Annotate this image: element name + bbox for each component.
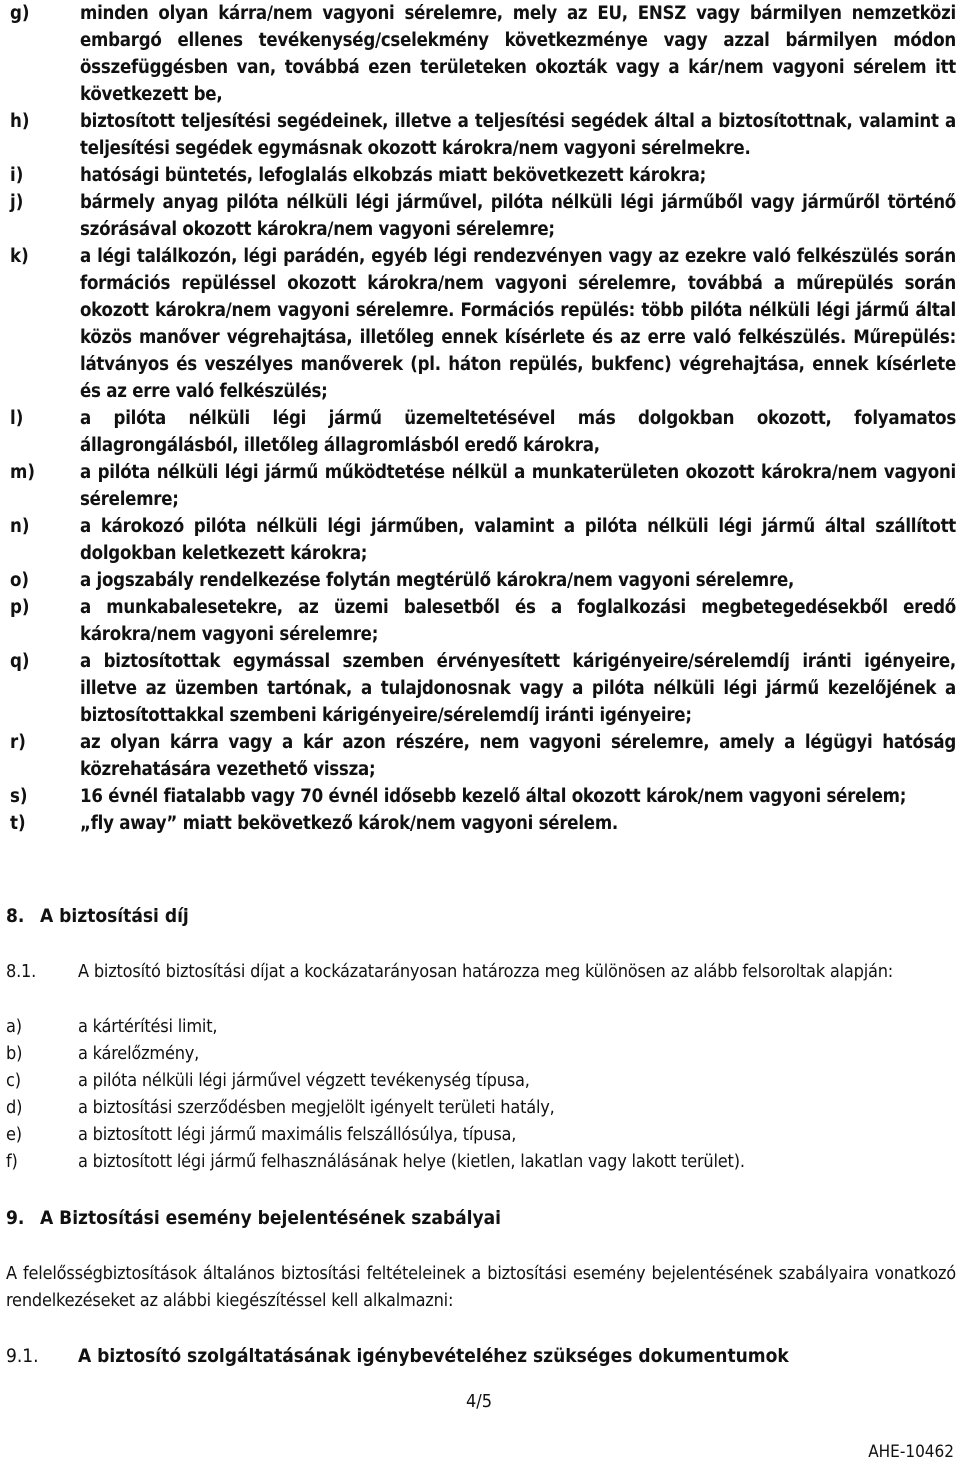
exclusion-label: h) [10, 111, 30, 132]
exclusion-label: p) [10, 597, 30, 618]
premium-factor-text: a biztosítási szerződésben megjelölt igényelt területi hatály, [78, 1097, 555, 1118]
exclusion-text: a pilóta nélküli légi jármű működtetése nélkül a munkaterületen okozott károkra/nem vagyoni sérelemre; [80, 462, 956, 510]
exclusion-text: minden olyan kárra/nem vagyoni sérelemre, mely az EU, ENSZ vagy bármilyen nemzetközi embargó ellenes tevékenység/cselekmény következménye vagy azzal bármilyen módon összefüggésben van, továbbá ezen területeken okozták vagy a kár/nem vagyoni sérelem itt következett be, [80, 3, 956, 105]
premium-factor-text: a kártérítési limit, [78, 1016, 218, 1037]
premium-factor-label: f) [6, 1151, 18, 1172]
premium-factor-list [6, 1013, 906, 1175]
exclusion-item [6, 513, 956, 567]
exclusion-label: s) [10, 786, 28, 807]
exclusion-text: a károkozó pilóta nélküli légi járműben, valamint a pilóta nélküli légi jármű által szállított dolgokban keletkezett károkra; [80, 516, 956, 564]
exclusion-item [6, 0, 956, 108]
exclusion-label: g) [10, 3, 30, 24]
exclusion-list [6, 0, 956, 837]
exclusion-label: q) [10, 651, 30, 672]
premium-factor-item [6, 1148, 906, 1175]
premium-factor-label: b) [6, 1043, 23, 1064]
exclusion-label: t) [10, 813, 26, 834]
exclusion-item [6, 162, 956, 189]
premium-factor-text: a biztosított légi jármű felhasználásának helye (kietlen, lakatlan vagy lakott terület). [78, 1151, 745, 1172]
exclusion-text: „fly away” miatt bekövetkező károk/nem vagyoni sérelem. [80, 813, 619, 834]
exclusion-item [6, 108, 956, 162]
premium-factor-text: a biztosított légi jármű maximális felszállósúlya, típusa, [78, 1124, 517, 1145]
paragraph-8-1-number: 8.1. [6, 961, 37, 982]
subsection-9-1-title: A biztosító szolgáltatásának igénybevételéhez szükséges dokumentumok [78, 1345, 789, 1367]
paragraph-8-1 [6, 958, 956, 985]
exclusion-item [6, 459, 956, 513]
section-9-title: A Biztosítási esemény bejelentésének szabályai [40, 1207, 502, 1229]
exclusion-text: a légi találkozón, légi parádén, egyéb légi rendezvényen vagy az ezekre való felkészülés során formációs repüléssel okozott károkra/nem vagyoni sérelemre, továbbá a műrepülés során okozott károkra/nem vagyoni sérelemre. Formációs repülés: több pilóta nélküli légi jármű által közös manőver végrehajtása, illetőleg ennek kísérlete és az erre való felkészülés. Műrepülés: látványos és veszélyes manőverek (pl. háton repülés, bukfenc) végrehajtása, ennek kísérlete és az erre való felkészülés; [80, 246, 956, 402]
premium-factor-item [6, 1040, 906, 1067]
premium-factor-label: c) [6, 1070, 21, 1091]
exclusion-item [6, 810, 956, 837]
exclusion-text: a jogszabály rendelkezése folytán megtérülő károkra/nem vagyoni sérelemre, [80, 570, 795, 591]
paragraph-8-1-text: A biztosító biztosítási díjat a kockázatarányosan határozza meg különösen az alább felsoroltak alapján: [78, 961, 894, 982]
exclusion-label: k) [10, 246, 29, 267]
exclusion-label: j) [10, 192, 24, 213]
exclusion-item [6, 729, 956, 783]
premium-factor-item [6, 1067, 906, 1094]
exclusion-text: a munkabalesetekre, az üzemi balesetből és a foglalkozási megbetegedésekből eredő károkra/nem vagyoni sérelemre; [80, 597, 956, 645]
exclusion-text: bármely anyag pilóta nélküli légi járművel, pilóta nélküli légi járműből vagy járműről történő szórásával okozott károkra/nem vagyoni sérelemre; [80, 192, 956, 240]
section-9-intro: A felelősségbiztosítások általános biztosítási feltételeinek a biztosítási esemény bejelentésének szabályaira vonatkozó rendelkezéseket az alábbi kiegészítéssel kell alkalmazni: [6, 1263, 956, 1311]
exclusion-item [6, 567, 956, 594]
premium-factor-label: e) [6, 1124, 22, 1145]
exclusion-item [6, 648, 956, 729]
premium-factor-text: a pilóta nélküli légi járművel végzett tevékenység típusa, [78, 1070, 530, 1091]
premium-factor-item [6, 1121, 906, 1148]
exclusion-item [6, 243, 956, 405]
exclusion-item [6, 189, 956, 243]
page-number: 4/5 [466, 1391, 493, 1412]
exclusion-text: hatósági büntetés, lefoglalás elkobzás miatt bekövetkezett károkra; [80, 165, 706, 186]
exclusion-label: o) [10, 570, 30, 591]
exclusion-label: l) [10, 408, 24, 429]
exclusion-text: 16 évnél fiatalabb vagy 70 évnél idősebb kezelő által okozott károk/nem vagyoni sérelem; [80, 786, 907, 807]
exclusion-label: m) [10, 462, 35, 483]
section-9-number: 9. [6, 1207, 25, 1229]
exclusion-text: a pilóta nélküli légi jármű üzemeltetésével más dolgokban okozott, folyamatos állagrongálásból, illetőleg állagromlásból eredő károkra, [80, 408, 956, 456]
exclusion-text: az olyan kárra vagy a kár azon részére, nem vagyoni sérelemre, amely a légügyi hatóság közrehatására vezethető vissza; [80, 732, 956, 780]
premium-factor-item [6, 1013, 906, 1040]
exclusion-text: a biztosítottak egymással szemben érvényesített kárigényeire/sérelemdíj iránti igényeire, illetve az üzemben tartónak, a tulajdonosnak vagy a pilóta nélküli légi jármű kezelőjének a biztosítottakkal szembeni kárigényeire/sérelemdíj iránti igényeire; [80, 651, 956, 726]
subsection-9-1-heading [6, 1343, 789, 1369]
exclusion-label: n) [10, 516, 30, 537]
premium-factor-item [6, 1094, 906, 1121]
exclusion-text: biztosított teljesítési segédeinek, illetve a teljesítési segédek által a biztosítottnak, valamint a teljesítési segédek egymásnak okozott károkra/nem vagyoni sérelmekre. [80, 111, 956, 159]
section-8-number: 8. [6, 905, 25, 927]
premium-factor-text: a kárelőzmény, [78, 1043, 200, 1064]
exclusion-item [6, 594, 956, 648]
premium-factor-label: d) [6, 1097, 23, 1118]
premium-factor-label: a) [6, 1016, 22, 1037]
exclusion-label: r) [10, 732, 26, 753]
subsection-9-1-number: 9.1. [6, 1345, 39, 1367]
exclusion-label: i) [10, 165, 24, 186]
section-8-heading [6, 903, 189, 929]
exclusion-item [6, 783, 956, 810]
document-id: AHE-10462 [868, 1442, 954, 1462]
exclusion-item [6, 405, 956, 459]
section-8-title: A biztosítási díj [40, 905, 189, 927]
section-9-heading [6, 1205, 501, 1231]
